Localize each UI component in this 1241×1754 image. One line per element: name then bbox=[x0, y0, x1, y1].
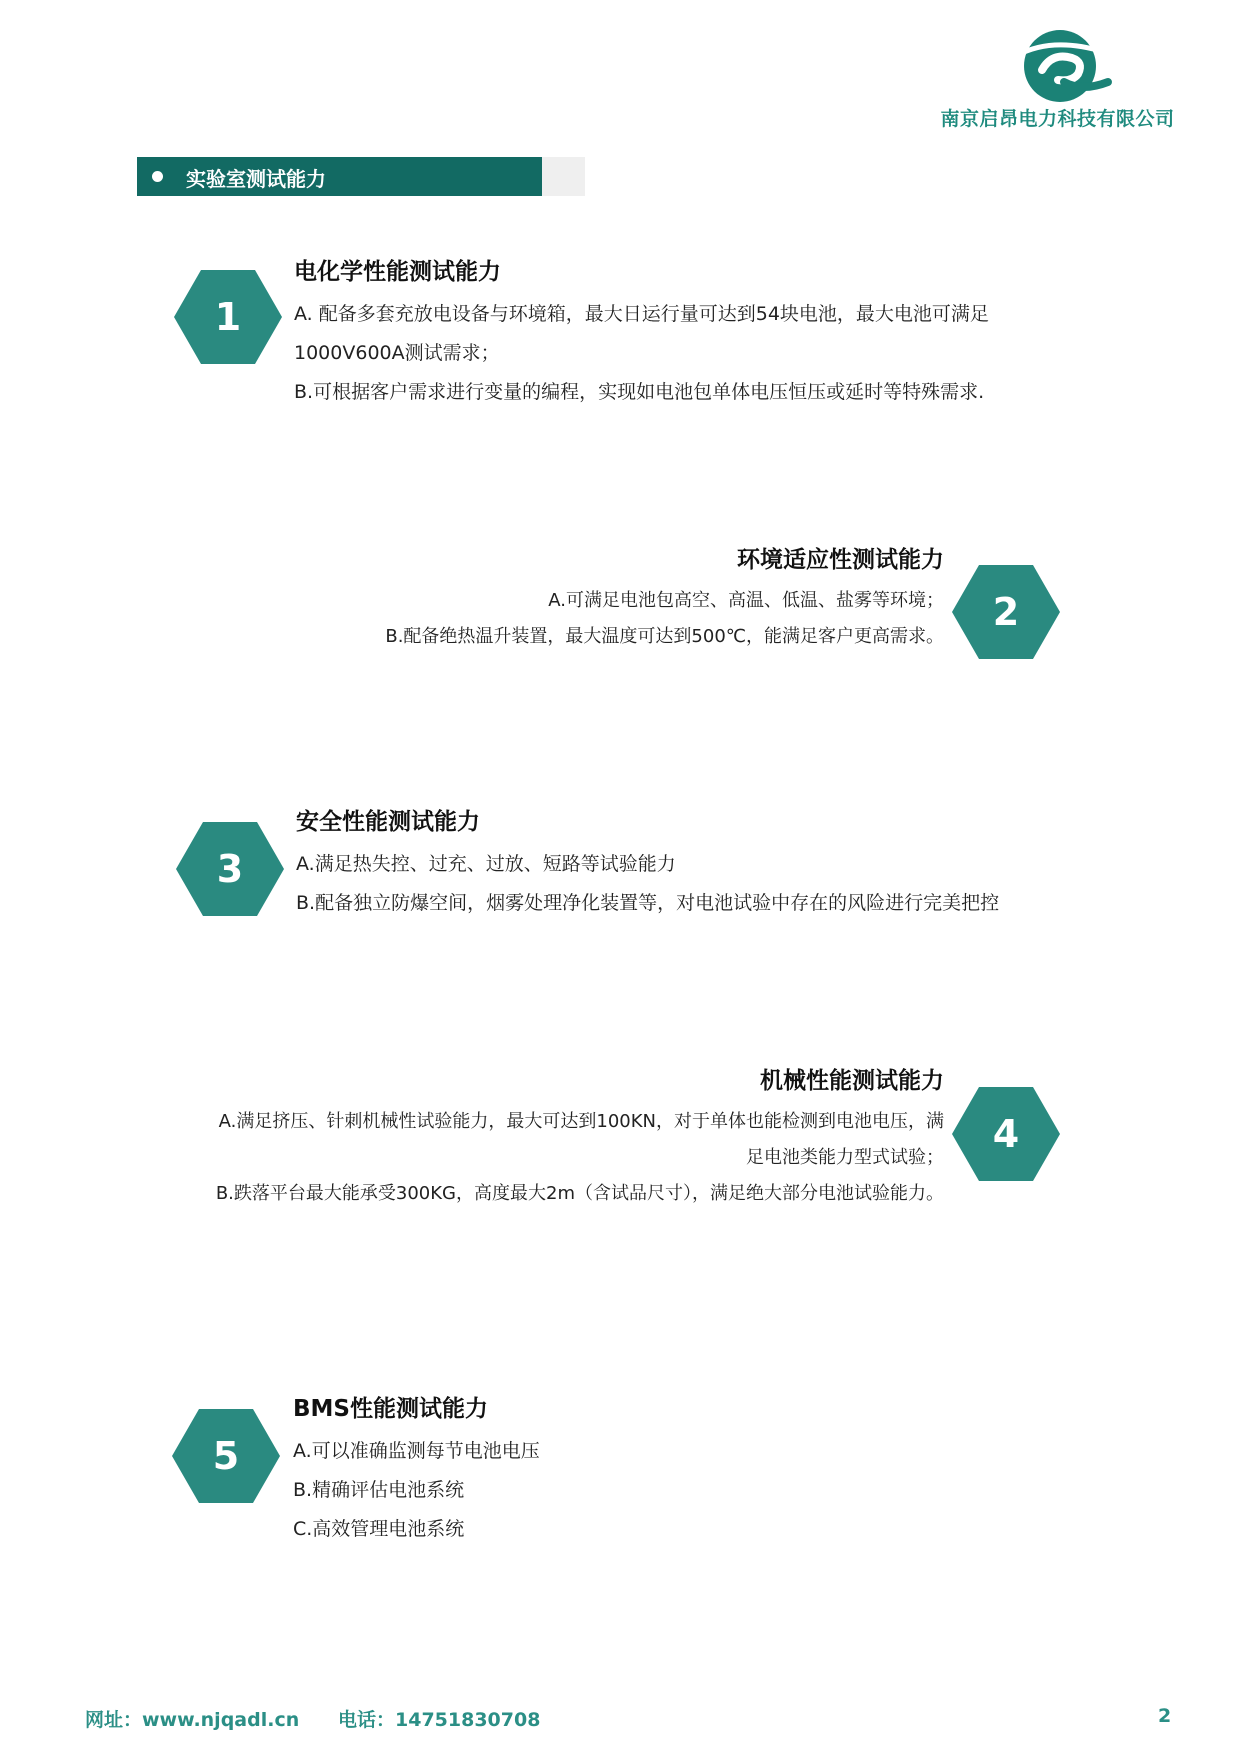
footer-phone: 电话：14751830708 bbox=[338, 1709, 541, 1731]
capability-line: A.可满足电池包高空、高温、低温、盐雾等环境； bbox=[548, 590, 944, 611]
capability-line: B.配备独立防爆空间，烟雾处理净化装置等，对电池试验中存在的风险进行完美把控 bbox=[296, 892, 1000, 914]
capability-title: 机械性能测试能力 bbox=[760, 1068, 944, 1094]
capability-line: B.精确评估电池系统 bbox=[293, 1479, 465, 1501]
capability-line: A.满足热失控、过充、过放、短路等试验能力 bbox=[296, 853, 676, 875]
company-logo-icon bbox=[1012, 22, 1114, 112]
footer-website: 网址：www.njqadl.cn bbox=[85, 1709, 300, 1731]
capability-line: A.满足挤压、针刺机械性试验能力，最大可达到100KN，对于单体也能检测到电池电压，满 bbox=[218, 1111, 944, 1132]
section-title: 实验室测试能力 bbox=[186, 167, 326, 191]
page-number: 2 bbox=[1158, 1705, 1172, 1727]
capability-block-1 bbox=[294, 257, 989, 412]
bullet-dot-icon bbox=[152, 171, 163, 182]
capability-line: A. 配备多套充放电设备与环境箱，最大日运行量可达到54块电池，最大电池可满足 bbox=[294, 303, 989, 325]
number-badge-4: 4 bbox=[952, 1087, 1060, 1181]
capability-block-4 bbox=[216, 1066, 944, 1212]
number-badge-1: 1 bbox=[174, 270, 282, 364]
capability-line: A.可以准确监测每节电池电压 bbox=[293, 1440, 540, 1462]
capability-line: B.配备绝热温升装置，最大温度可达到500℃，能满足客户更高需求。 bbox=[385, 626, 944, 647]
capability-title: 电化学性能测试能力 bbox=[294, 259, 501, 285]
capability-line: B.可根据客户需求进行变量的编程，实现如电池包单体电压恒压或延时等特殊需求. bbox=[294, 381, 985, 403]
capability-line: 足电池类能力型式试验； bbox=[746, 1147, 944, 1168]
capability-line: B.跌落平台最大能承受300KG，高度最大2m（含试品尺寸），满足绝大部分电池试验能力。 bbox=[215, 1183, 944, 1204]
capability-line: 1000V600A测试需求； bbox=[294, 342, 500, 364]
capability-block-3 bbox=[296, 807, 999, 923]
capability-title: BMS性能测试能力 bbox=[293, 1396, 488, 1422]
number-badge-5: 5 bbox=[172, 1409, 280, 1503]
capability-title: 环境适应性测试能力 bbox=[737, 547, 944, 573]
capability-block-2 bbox=[385, 545, 944, 655]
capability-line: C.高效管理电池系统 bbox=[293, 1518, 465, 1540]
capability-title: 安全性能测试能力 bbox=[296, 809, 480, 835]
company-name: 南京启昂电力科技有限公司 bbox=[940, 108, 1175, 130]
capability-block-5 bbox=[293, 1394, 540, 1549]
number-badge-2: 2 bbox=[952, 565, 1060, 659]
number-badge-3: 3 bbox=[176, 822, 284, 916]
section-bar-extension bbox=[542, 157, 585, 196]
